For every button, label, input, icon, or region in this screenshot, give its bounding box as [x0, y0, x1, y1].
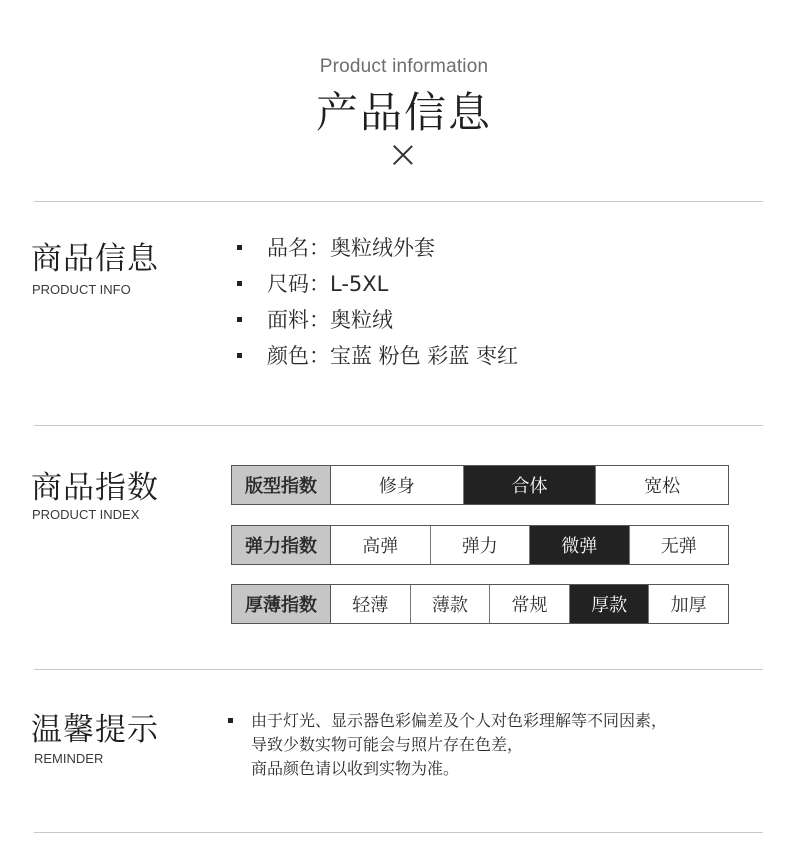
divider [34, 669, 763, 670]
index-option: 高弹 [331, 526, 431, 564]
index-label: 弹力指数 [232, 526, 331, 564]
product-index-subtitle: PRODUCT INDEX [32, 507, 140, 522]
index-option: 加厚 [670, 595, 707, 616]
reminder-title: 温馨提示 [31, 712, 159, 748]
bullet-icon [237, 281, 242, 286]
index-option: 弹力 [431, 526, 531, 564]
index-option: 薄款 [411, 585, 491, 623]
index-option: 无弹 [660, 536, 697, 557]
divider [34, 832, 763, 833]
reminder-line: 由于灯光、显示器色彩偏差及个人对色彩理解等不同因素， [251, 711, 668, 730]
reminder-line: 导致少数实物可能会与照片存在色差， [251, 735, 524, 754]
index-option-selected: 微弹 [530, 526, 630, 564]
product-index-title: 商品指数 [31, 470, 159, 506]
index-option: 修身 [331, 466, 464, 504]
bullet-icon [228, 718, 233, 723]
info-item-text: 颜色：宝蓝 粉色 彩蓝 枣红 [267, 344, 519, 368]
bullet-icon [237, 245, 242, 250]
product-info-title: 商品信息 [31, 241, 159, 277]
index-option-selected: 合体 [464, 466, 597, 504]
index-option: 常规 [490, 585, 570, 623]
index-option-selected: 厚款 [570, 585, 650, 623]
index-label: 版型指数 [232, 466, 331, 504]
bullet-icon [237, 353, 242, 358]
product-info-subtitle: PRODUCT INFO [32, 282, 131, 297]
reminder-subtitle: REMINDER [34, 751, 104, 766]
page-title: 产品信息 [315, 88, 492, 137]
info-item [237, 269, 388, 299]
info-item-text: 面料：奥粒绒 [267, 308, 393, 332]
info-item [237, 341, 518, 371]
bullet-icon [237, 317, 242, 322]
divider [34, 201, 763, 202]
header-subtitle: Product information [319, 56, 489, 77]
info-item [237, 305, 393, 335]
close-icon [393, 145, 413, 165]
index-option: 轻薄 [331, 585, 411, 623]
fit-index-row [231, 465, 729, 505]
elasticity-index-row [231, 525, 729, 565]
info-item [237, 233, 435, 263]
thickness-index-row [231, 584, 729, 624]
index-option: 宽松 [644, 476, 681, 497]
info-item-text: 品名：奥粒绒外套 [267, 236, 435, 260]
info-item-text: 尺码：L-5XL [267, 272, 389, 296]
reminder-line: 商品颜色请以收到实物为准。 [251, 759, 460, 778]
index-label: 厚薄指数 [232, 585, 331, 623]
divider [34, 425, 763, 426]
